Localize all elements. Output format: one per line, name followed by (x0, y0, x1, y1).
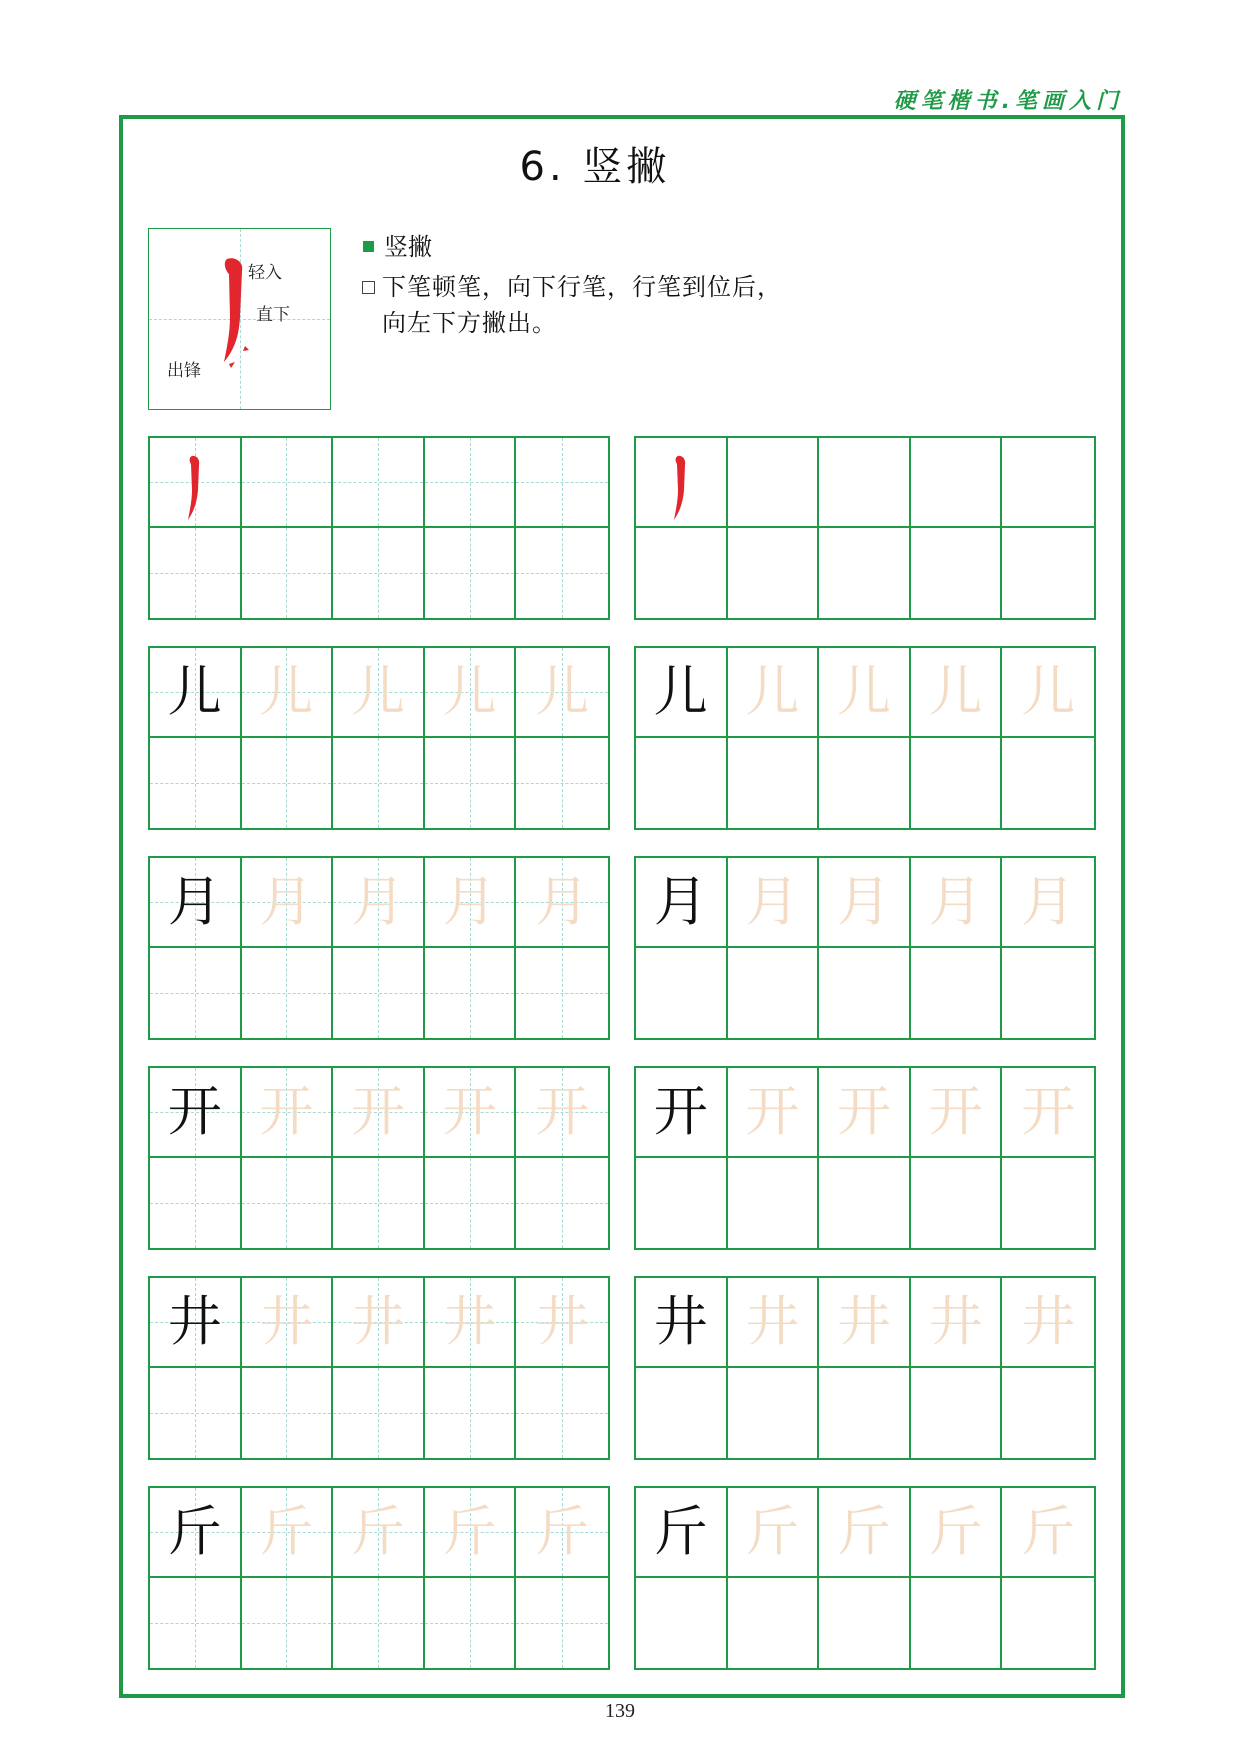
model-cell (150, 648, 242, 738)
trace-character: 井 (535, 1290, 590, 1353)
trace-character: 月 (535, 870, 590, 933)
trace-character: 开 (535, 1080, 590, 1143)
writing-cell (333, 1578, 425, 1668)
trace-character: 斤 (745, 1500, 800, 1563)
trace-character: 开 (442, 1080, 497, 1143)
model-character: 开 (167, 1080, 222, 1143)
writing-cell (242, 738, 334, 828)
writing-cell (728, 1368, 820, 1458)
trace-character: 斤 (535, 1500, 590, 1563)
writing-cell (728, 738, 820, 828)
trace-character: 月 (442, 870, 497, 933)
writing-cell (150, 528, 242, 618)
trace-character: 井 (442, 1290, 497, 1353)
model-character: 斤 (653, 1500, 708, 1563)
instruction-heading: 竖撇 (384, 233, 432, 261)
trace-character: 井 (350, 1290, 405, 1353)
demo-label-middle: 直下 (256, 305, 290, 325)
vertical-left-falling-stroke-icon (149, 229, 332, 411)
model-character: 儿 (653, 660, 708, 723)
writing-cell (911, 1068, 1003, 1158)
practice-block-right (634, 1276, 1096, 1460)
writing-cell (636, 948, 728, 1038)
practice-block-left (148, 1066, 610, 1250)
writing-cell (911, 1578, 1003, 1668)
writing-cell (242, 438, 334, 528)
writing-cell (819, 1488, 911, 1578)
model-character: 月 (167, 870, 222, 933)
trace-character: 儿 (745, 660, 800, 723)
trace-character: 开 (745, 1080, 800, 1143)
writing-cell (819, 738, 911, 828)
practice-block-left (148, 436, 610, 620)
model-character: 月 (653, 870, 708, 933)
trace-character: 月 (745, 870, 800, 933)
writing-cell (516, 438, 608, 528)
writing-cell (911, 948, 1003, 1038)
trace-character: 斤 (259, 1500, 314, 1563)
model-cell (636, 1068, 728, 1158)
writing-cell (333, 1068, 425, 1158)
writing-cell (425, 1158, 517, 1248)
writing-cell (636, 738, 728, 828)
writing-cell (819, 948, 911, 1038)
writing-cell (819, 438, 911, 528)
writing-cell (819, 1158, 911, 1248)
stroke-demo-box (148, 228, 331, 410)
writing-cell (333, 738, 425, 828)
trace-character: 儿 (350, 660, 405, 723)
writing-cell (1002, 738, 1094, 828)
practice-block-left (148, 1276, 610, 1460)
trace-character: 儿 (535, 660, 590, 723)
practice-block-right (634, 856, 1096, 1040)
trace-character: 斤 (350, 1500, 405, 1563)
writing-cell (911, 1368, 1003, 1458)
trace-character: 儿 (928, 660, 983, 723)
trace-character: 井 (836, 1290, 891, 1353)
model-cell (636, 858, 728, 948)
writing-cell (242, 1278, 334, 1368)
trace-character: 斤 (836, 1500, 891, 1563)
writing-cell (425, 1578, 517, 1668)
model-cell (150, 1068, 242, 1158)
practice-block-left (148, 856, 610, 1040)
writing-cell (819, 648, 911, 738)
writing-cell (242, 1488, 334, 1578)
writing-cell (516, 858, 608, 948)
writing-cell (819, 528, 911, 618)
filled-square-bullet-icon (363, 241, 374, 252)
writing-cell (242, 858, 334, 948)
writing-cell (636, 528, 728, 618)
writing-cell (425, 1368, 517, 1458)
writing-cell (1002, 528, 1094, 618)
writing-cell (911, 528, 1003, 618)
writing-cell (728, 1068, 820, 1158)
trace-character: 儿 (259, 660, 314, 723)
writing-cell (636, 1158, 728, 1248)
writing-cell (819, 1068, 911, 1158)
instruction-line: 向左下方撇出。 (382, 309, 557, 337)
writing-cell (1002, 1368, 1094, 1458)
model-cell (636, 648, 728, 738)
writing-cell (333, 1488, 425, 1578)
writing-cell (1002, 1068, 1094, 1158)
trace-character: 开 (928, 1080, 983, 1143)
series-title: 硬笔楷书.笔画入门 (893, 89, 1123, 114)
writing-cell (150, 738, 242, 828)
writing-cell (911, 648, 1003, 738)
model-cell (150, 1278, 242, 1368)
trace-character: 儿 (442, 660, 497, 723)
writing-cell (242, 1578, 334, 1668)
trace-character: 月 (1021, 870, 1076, 933)
practice-block-left (148, 1486, 610, 1670)
trace-character: 月 (259, 870, 314, 933)
trace-character: 斤 (442, 1500, 497, 1563)
writing-cell (242, 1368, 334, 1458)
writing-cell (1002, 858, 1094, 948)
model-character: 儿 (167, 660, 222, 723)
page-number: 139 (605, 1700, 635, 1722)
model-character: 斤 (167, 1500, 222, 1563)
model-cell (636, 1488, 728, 1578)
writing-cell (333, 858, 425, 948)
writing-cell (242, 948, 334, 1038)
writing-cell (425, 528, 517, 618)
writing-cell (150, 1578, 242, 1668)
writing-cell (516, 1368, 608, 1458)
writing-cell (516, 1068, 608, 1158)
writing-cell (728, 438, 820, 528)
trace-character: 月 (350, 870, 405, 933)
model-cell (150, 1488, 242, 1578)
writing-cell (819, 1578, 911, 1668)
writing-cell (1002, 1488, 1094, 1578)
writing-cell (333, 438, 425, 528)
trace-character: 井 (928, 1290, 983, 1353)
writing-cell (1002, 1578, 1094, 1668)
writing-cell (819, 1368, 911, 1458)
writing-cell (425, 738, 517, 828)
model-character: 井 (653, 1290, 708, 1353)
trace-character: 开 (1021, 1080, 1076, 1143)
writing-cell (333, 948, 425, 1038)
writing-cell (333, 1158, 425, 1248)
demo-label-start: 轻入 (248, 263, 282, 283)
trace-character: 儿 (1021, 660, 1076, 723)
writing-cell (242, 1158, 334, 1248)
writing-cell (333, 648, 425, 738)
trace-character: 月 (928, 870, 983, 933)
writing-cell (150, 1368, 242, 1458)
writing-cell (516, 948, 608, 1038)
writing-cell (819, 858, 911, 948)
model-cell (150, 438, 242, 528)
model-character: 开 (653, 1080, 708, 1143)
model-cell (636, 438, 728, 528)
writing-cell (425, 1068, 517, 1158)
practice-block-left (148, 646, 610, 830)
practice-block-right (634, 1486, 1096, 1670)
trace-character: 井 (1021, 1290, 1076, 1353)
writing-cell (819, 1278, 911, 1368)
writing-cell (516, 1278, 608, 1368)
writing-cell (425, 648, 517, 738)
practice-block-right (634, 646, 1096, 830)
practice-block-right (634, 1066, 1096, 1250)
model-character: 井 (167, 1290, 222, 1353)
lesson-title: 6. 竖撇 (519, 144, 671, 190)
writing-cell (425, 948, 517, 1038)
practice-block-right (634, 436, 1096, 620)
writing-cell (728, 528, 820, 618)
writing-cell (516, 1488, 608, 1578)
writing-cell (1002, 648, 1094, 738)
writing-cell (425, 858, 517, 948)
writing-cell (636, 1368, 728, 1458)
vertical-left-falling-stroke-icon (150, 438, 242, 528)
outline-square-bullet-icon (362, 281, 375, 294)
trace-character: 井 (259, 1290, 314, 1353)
writing-cell (333, 1278, 425, 1368)
writing-cell (1002, 1278, 1094, 1368)
writing-cell (1002, 438, 1094, 528)
trace-character: 斤 (928, 1500, 983, 1563)
writing-cell (333, 528, 425, 618)
writing-cell (911, 1488, 1003, 1578)
writing-cell (728, 1578, 820, 1668)
writing-cell (425, 1488, 517, 1578)
writing-cell (728, 1278, 820, 1368)
vertical-left-falling-stroke-icon (636, 438, 728, 528)
writing-cell (1002, 1158, 1094, 1248)
writing-cell (242, 528, 334, 618)
writing-cell (911, 438, 1003, 528)
writing-cell (150, 948, 242, 1038)
writing-cell (728, 858, 820, 948)
writing-cell (516, 1578, 608, 1668)
writing-cell (150, 1158, 242, 1248)
trace-character: 井 (745, 1290, 800, 1353)
writing-cell (425, 1278, 517, 1368)
demo-label-end: 出锋 (167, 361, 201, 381)
trace-character: 斤 (1021, 1500, 1076, 1563)
writing-cell (728, 1488, 820, 1578)
model-cell (150, 858, 242, 948)
writing-cell (242, 1068, 334, 1158)
writing-cell (728, 948, 820, 1038)
trace-character: 儿 (836, 660, 891, 723)
writing-cell (516, 738, 608, 828)
trace-character: 月 (836, 870, 891, 933)
trace-character: 开 (259, 1080, 314, 1143)
writing-cell (911, 1158, 1003, 1248)
writing-cell (728, 1158, 820, 1248)
writing-cell (911, 1278, 1003, 1368)
writing-cell (516, 648, 608, 738)
instruction-line: 下笔顿笔，向下行笔，行笔到位后， (382, 273, 782, 301)
writing-cell (911, 858, 1003, 948)
writing-cell (333, 1368, 425, 1458)
writing-cell (242, 648, 334, 738)
writing-cell (1002, 948, 1094, 1038)
writing-cell (911, 738, 1003, 828)
trace-character: 开 (350, 1080, 405, 1143)
writing-cell (425, 438, 517, 528)
trace-character: 开 (836, 1080, 891, 1143)
model-cell (636, 1278, 728, 1368)
writing-cell (516, 528, 608, 618)
writing-cell (516, 1158, 608, 1248)
writing-cell (636, 1578, 728, 1668)
writing-cell (728, 648, 820, 738)
